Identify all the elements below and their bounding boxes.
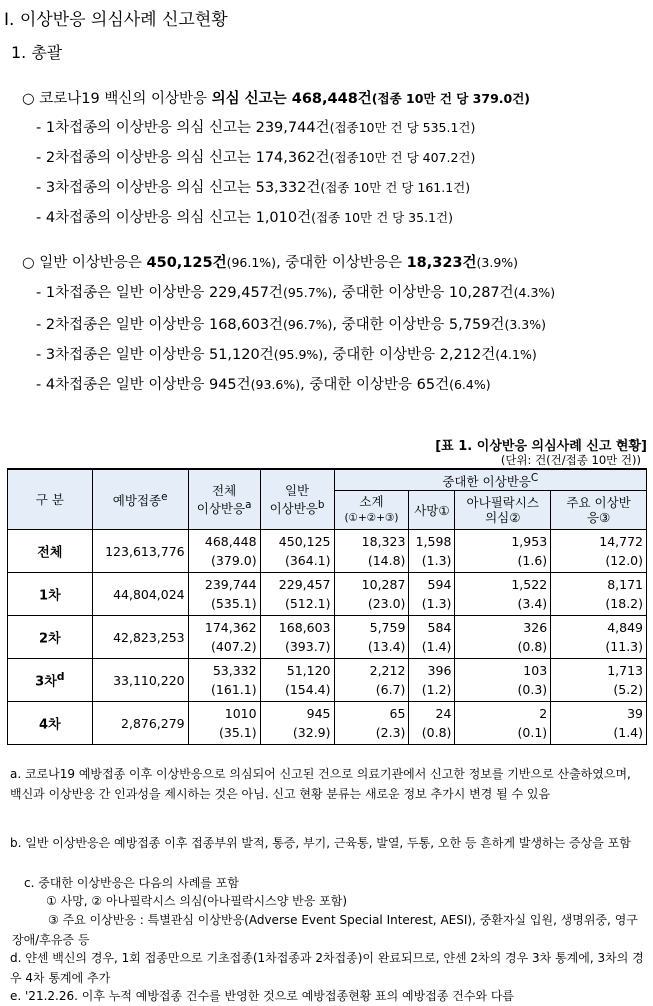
summary2-item-mid: , 중대한 이상반응 [323,347,440,363]
summary1-item-count: 53,332건 [255,180,321,196]
anaph-count-cell: 1,953 [455,530,551,552]
summary2-item-serious: 5,759건 [448,317,505,333]
total-count-cell: 53,332 [188,659,260,681]
general-count-cell: 450,125 [260,530,334,552]
header-general: 일반 이상반응$^b$ [260,469,334,530]
anaph-count-cell: 2 [455,702,551,724]
summary2-mid-text: , 중대한 이상반응은 [276,255,407,271]
general-count-cell: 229,457 [260,573,334,595]
death-count-cell: 594 [409,573,455,595]
table-unit: (단위: 건(건/접종 10만 건)) [500,453,641,467]
note-c: c. 중대한 이상반응은 다음의 사례를 포함 [24,876,239,890]
major-rate-cell: (18.2) [551,594,647,616]
anaph-rate-cell: (0.1) [455,723,551,745]
note-c2: ③ 주요 이상반응 : 특별관심 이상반응(Adverse Event Special Interest, AESI), 중환자실 입원, 생명위중, 영구장애/후유증 등 [12,913,638,947]
summary2-item-general: 945건 [208,377,251,393]
total-count-cell: 174,362 [188,616,260,638]
note-b: b. 일반 이상반응은 예방접종 이후 접종부위 발적, 통증, 부기, 근육통, 발열, 두통, 오한 등 흔하게 발생하는 증상을 포함 [10,836,631,850]
summary2-item-serious-pct: (3.3%) [504,317,546,332]
summary1-item [36,146,475,167]
doses-cell: 42,823,253 [92,616,188,659]
death-count-cell: 24 [409,702,455,724]
row-label: 4차 [8,702,93,745]
row-label: 전체 [8,530,93,573]
death-rate-cell: (1.4) [409,637,455,659]
total-count-cell: 468,448 [188,530,260,552]
subtotal-count-cell: 65 [334,702,409,724]
summary1-lead-bold: 의심 신고는 468,448건 [211,91,372,107]
note-a: a. 코로나19 예방접종 이후 이상반응으로 의심되어 신고된 건으로 의료기관에서 신고한 정보를 기반으로 산출하였으며, 백신과 이상반응 간 인과성을 제시하는 것은 아님. 신고 현황 분류는 새로운 정보 추가시 변경 될 수 있음 [10,767,631,801]
summary2-serious-pct: (3.9%) [476,255,519,270]
note-c1: ① 사망, ② 아나필락시스 의심(아나필락시스양 반응 포함) [46,894,348,908]
summary2-item-text: - 2차접종은 일반 이상반응 [36,317,209,333]
summary2-item-serious: 65건 [416,377,450,393]
summary1-item [36,176,470,197]
summary2-item [36,373,491,394]
summary2-lead-text: ○ 일반 이상반응은 [22,255,147,271]
doses-cell: 33,110,220 [92,659,188,702]
header-anaphylaxis: 아나필락시스 의심② [455,491,551,530]
summary2-serious-count: 18,323건 [406,255,477,271]
header-death: 사망① [409,491,455,530]
summary2-item-serious-pct: (4.3%) [513,285,556,300]
summary2-item-mid: , 중대한 이상반응 [300,377,417,393]
summary1-item [36,116,475,137]
summary1-item [36,206,453,227]
summary2-item [36,281,555,302]
section-title: Ⅰ. 이상반응 의심사례 신고현황 [4,10,228,30]
header-subtotal: 소계 (①+②+③) [334,491,409,530]
total-rate-cell: (379.0) [188,551,260,573]
report-table [7,468,647,745]
summary2-item-serious: 2,212건 [439,347,496,363]
anaph-count-cell: 1,522 [455,573,551,595]
summary1-lead-rate: (접종 10만 건 당 379.0건) [371,91,531,106]
death-rate-cell: (0.8) [409,723,455,745]
doses-cell: 123,613,776 [92,530,188,573]
anaph-rate-cell: (0.3) [455,680,551,702]
summary2-item [36,313,546,334]
general-rate-cell: (32.9) [260,723,334,745]
summary1-item-count: 1,010건 [255,210,312,226]
summary1-item-text: - 4차접종의 이상반응 의심 신고는 [36,210,256,226]
summary1-item-rate: (접종 10만 건 당 161.1건) [320,180,471,195]
summary1-lead-text: ○ 코로나19 백신의 이상반응 [22,91,212,107]
total-count-cell: 1010 [188,702,260,724]
summary2-item-general-pct: (95.7%) [282,285,333,300]
summary2-item-serious-pct: (6.4%) [449,377,491,392]
note-d: d. 얀센 백신의 경우, 1회 접종만으로 기초접종(1차접종과 2차접종)이 완료되므로, 얀센 2차의 경우 3차 통계에, 3차의 경우 4차 통계에 추가 [10,951,644,985]
summary2-item-mid: , 중대한 이상반응 [332,285,449,301]
subtotal-rate-cell: (13.4) [334,637,409,659]
major-count-cell: 14,772 [551,530,647,552]
major-rate-cell: (5.2) [551,680,647,702]
summary1-item-rate: (접종 10만 건 당 35.1건) [311,210,453,225]
summary2-item-general: 51,120건 [208,347,274,363]
table-caption: [표 1. 이상반응 의심사례 신고 현황] [435,439,647,454]
major-rate-cell: (11.3) [551,637,647,659]
anaph-count-cell: 326 [455,616,551,638]
summary2-item-mid: , 중대한 이상반응 [332,317,449,333]
table-row [8,530,647,552]
summary1-item-rate: (접종10만 건 당 407.2건) [329,150,476,165]
note-e: e. '21.2.26. 이후 누적 예방접종 건수를 반영한 것으로 예방접종현황 표의 예방접종 건수와 다름 [10,989,515,1003]
summary1-item-count: 174,362건 [255,150,330,166]
table-row [8,573,647,595]
summary2-item-general: 229,457건 [208,285,283,301]
general-count-cell: 51,120 [260,659,334,681]
general-rate-cell: (393.7) [260,637,334,659]
subtotal-rate-cell: (6.7) [334,680,409,702]
summary2-item-text: - 4차접종은 일반 이상반응 [36,377,209,393]
summary1-item-text: - 3차접종의 이상반응 의심 신고는 [36,180,256,196]
major-count-cell: 1,713 [551,659,647,681]
row-label: 2차 [8,616,93,659]
summary2-item-text: - 1차접종은 일반 이상반응 [36,285,209,301]
subsection-title: 1. 총괄 [11,43,63,62]
table-row [8,659,647,681]
summary2-item-general: 168,603건 [208,317,283,333]
major-rate-cell: (12.0) [551,551,647,573]
general-count-cell: 168,603 [260,616,334,638]
row-label: 3차$^d$ [8,659,93,702]
summary2-item [36,343,537,364]
anaph-count-cell: 103 [455,659,551,681]
anaph-rate-cell: (0.8) [455,637,551,659]
summary1-item-text: - 1차접종의 이상반응 의심 신고는 [36,120,256,136]
summary1-lead [22,87,530,108]
summary2-general-count: 450,125건 [146,255,227,271]
death-rate-cell: (1.3) [409,551,455,573]
summary1-item-rate: (접종10만 건 당 535.1건) [329,120,476,135]
total-rate-cell: (535.1) [188,594,260,616]
summary2-general-pct: (96.1%) [226,255,277,270]
general-count-cell: 945 [260,702,334,724]
subtotal-count-cell: 2,212 [334,659,409,681]
death-count-cell: 584 [409,616,455,638]
general-rate-cell: (364.1) [260,551,334,573]
major-rate-cell: (1.4) [551,723,647,745]
doses-cell: 44,804,024 [92,573,188,616]
subtotal-rate-cell: (14.8) [334,551,409,573]
major-count-cell: 8,171 [551,573,647,595]
summary1-item-count: 239,744건 [255,120,330,136]
general-rate-cell: (154.4) [260,680,334,702]
total-rate-cell: (35.1) [188,723,260,745]
header-serious: 중대한 이상반응$^C$ [334,469,647,491]
subtotal-rate-cell: (23.0) [334,594,409,616]
total-count-cell: 239,744 [188,573,260,595]
summary2-item-general-pct: (96.7%) [282,317,333,332]
row-label: 1차 [8,573,93,616]
table-row [8,616,647,638]
death-count-cell: 396 [409,659,455,681]
subtotal-rate-cell: (2.3) [334,723,409,745]
death-count-cell: 1,598 [409,530,455,552]
anaph-rate-cell: (1.6) [455,551,551,573]
summary2-item-general-pct: (95.9%) [273,347,324,362]
doses-cell: 2,876,279 [92,702,188,745]
summary2-item-text: - 3차접종은 일반 이상반응 [36,347,209,363]
general-rate-cell: (512.1) [260,594,334,616]
anaph-rate-cell: (3.4) [455,594,551,616]
major-count-cell: 4,849 [551,616,647,638]
header-category: 구 분 [8,469,93,530]
total-rate-cell: (161.1) [188,680,260,702]
header-total: 전체 이상반응$^a$ [188,469,260,530]
header-doses: 예방접종$^e$ [92,469,188,530]
subtotal-count-cell: 5,759 [334,616,409,638]
table-row [8,702,647,724]
death-rate-cell: (1.2) [409,680,455,702]
total-rate-cell: (407.2) [188,637,260,659]
summary2-lead [22,251,518,272]
major-count-cell: 39 [551,702,647,724]
summary2-item-general-pct: (93.6%) [250,377,301,392]
subtotal-count-cell: 10,287 [334,573,409,595]
summary2-item-serious-pct: (4.1%) [495,347,537,362]
summary2-item-serious: 10,287건 [448,285,514,301]
subtotal-count-cell: 18,323 [334,530,409,552]
death-rate-cell: (1.3) [409,594,455,616]
header-major: 주요 이상반 응③ [551,491,647,530]
summary1-item-text: - 2차접종의 이상반응 의심 신고는 [36,150,256,166]
